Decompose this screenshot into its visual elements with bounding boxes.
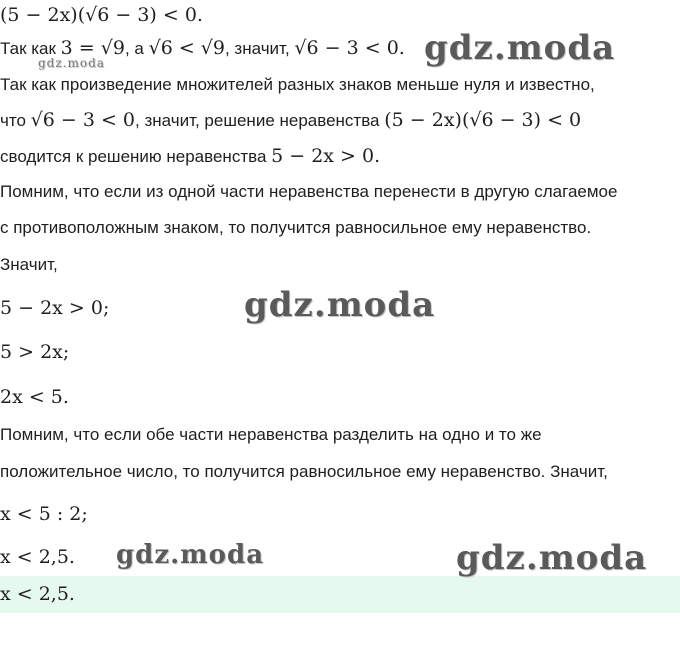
math-expression: √6 − 3 < 0 xyxy=(30,109,136,131)
text-line-therefore xyxy=(0,253,680,277)
text-line-rule-divide-1 xyxy=(0,423,680,447)
text-line-product-signs xyxy=(0,73,680,97)
text-line-reduces-to xyxy=(0,144,680,169)
step-x-lt-5-div-2 xyxy=(0,502,680,526)
step-2x-lt-5 xyxy=(0,385,680,409)
math-expression: √6 − 3 < 0. xyxy=(294,37,405,59)
text-fragment: , значит, xyxy=(224,39,295,58)
math-expression: (5 − 2x)(√6 − 3) < 0. xyxy=(0,4,203,26)
text-fragment: Значит, xyxy=(0,255,58,274)
text-line-rule-divide-2 xyxy=(0,460,680,484)
text-fragment: что xyxy=(0,111,31,130)
math-expression: 5 − 2x > 0. xyxy=(271,145,381,167)
final-answer xyxy=(0,582,680,606)
math-expression: 3 = √9 xyxy=(60,37,125,59)
watermark-logo: gdz.moda xyxy=(456,538,648,578)
text-fragment: , значит, решение неравенства xyxy=(135,111,385,130)
text-fragment: положительное число, то получится равносильное ему неравенство. Значит, xyxy=(0,462,608,481)
text-line-reduction xyxy=(0,108,680,133)
text-fragment: Так как произведение множителей разных знаков меньше нуля и известно, xyxy=(0,75,595,94)
math-expression: x < 5 : 2; xyxy=(0,503,88,525)
watermark-logo: gdz.moda xyxy=(38,56,105,70)
math-expression: √6 < √9 xyxy=(148,37,225,59)
text-line-rule-transfer-2 xyxy=(0,216,680,240)
math-expression: x < 2,5. xyxy=(0,583,75,605)
watermark-logo: gdz.moda xyxy=(116,540,265,570)
watermark-logo: gdz.moda xyxy=(244,285,436,325)
math-expression: x < 2,5. xyxy=(0,546,75,568)
math-expression: 5 > 2x; xyxy=(0,341,70,363)
step-5-gt-2x xyxy=(0,340,680,364)
text-fragment: Помним, что если обе части неравенства разделить на одно и то же xyxy=(0,425,542,444)
text-line-rule-transfer-1 xyxy=(0,180,680,204)
math-expression: 2x < 5. xyxy=(0,386,69,408)
text-fragment: Так как xyxy=(0,39,61,58)
math-expression: 5 − 2x > 0; xyxy=(0,297,110,319)
math-expression: (5 − 2x)(√6 − 3) < 0 xyxy=(384,109,582,131)
text-fragment: , а xyxy=(124,39,149,58)
inequality-initial xyxy=(0,3,680,27)
text-fragment: сводится к решению неравенства xyxy=(0,147,272,166)
text-fragment: Помним, что если из одной части неравенства перенести в другую слагаемое xyxy=(0,182,618,201)
text-fragment: с противоположным знаком, то получится равносильное ему неравенство. xyxy=(0,218,592,237)
watermark-logo: gdz.moda xyxy=(424,28,616,68)
